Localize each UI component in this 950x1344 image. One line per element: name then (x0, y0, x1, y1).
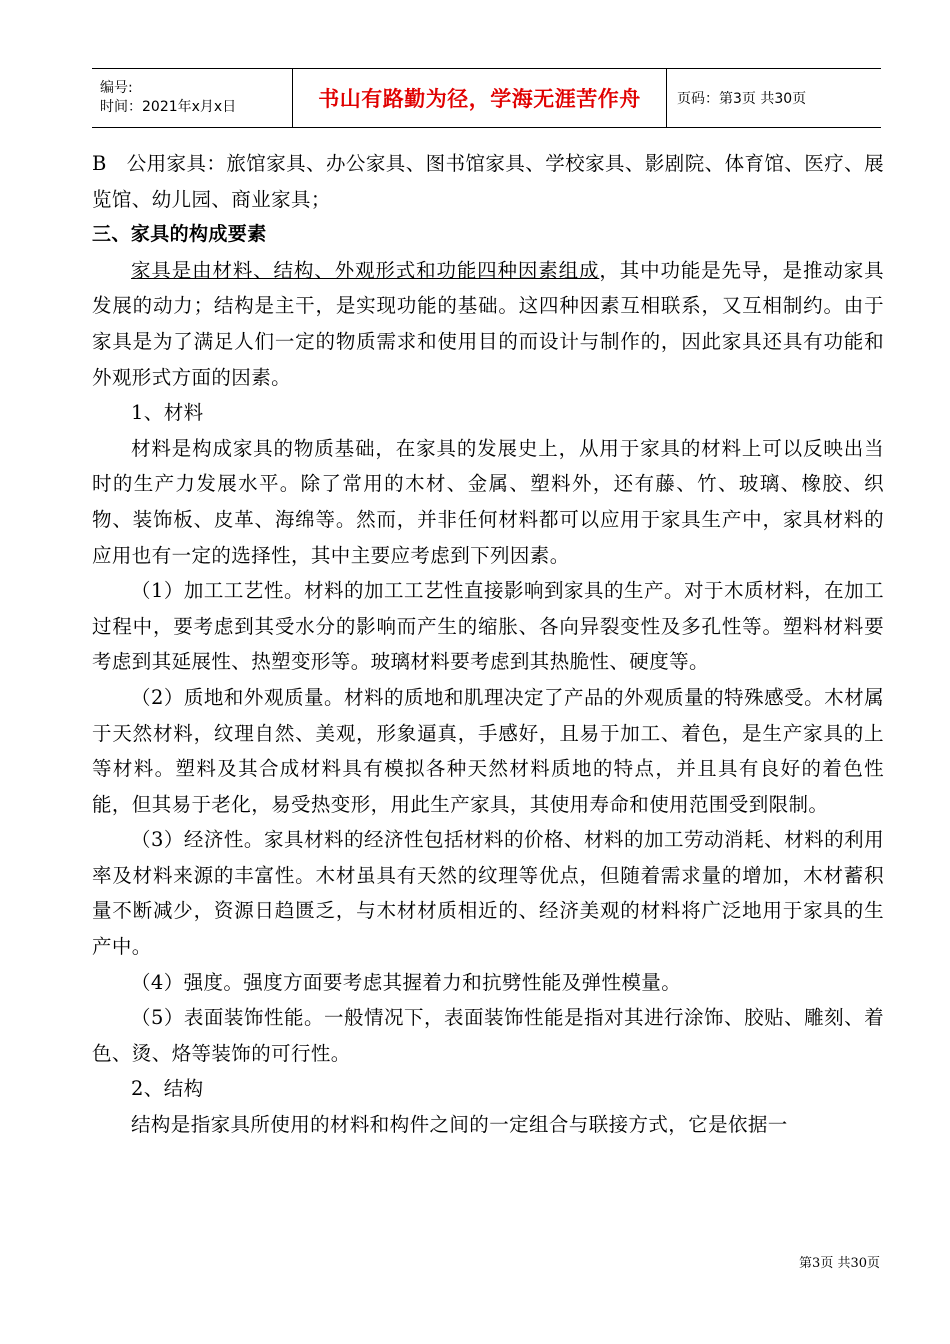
document-body (92, 146, 884, 1143)
subheading-materials: 1、材料 (131, 401, 204, 425)
paragraph-texture: （2）质地和外观质量。材料的质地和肌理决定了产品的外观质量的特殊感受。木材属于天然材料，纹理自然、美观，形象逼真，手感好，且易于加工、着色，是生产家具的上等材料。塑料及其合成材料具有模拟各种天然材料质地的特点，并且具有良好的着色性能，但其易于老化，易受热变形，用此生产家具，其使用寿命和使用范围受到限制。 (92, 685, 884, 816)
header-motto: 书山有路勤为径，学海无涯苦作舟 (318, 86, 641, 111)
paragraph-processing: （1）加工工艺性。材料的加工工艺性直接影响到家具的生产。对于木质材料，在加工过程中，要考虑到其受水分的影响而产生的缩胀、各向异裂变性及多孔性等。塑料材料要考虑到其延展性、热塑变形等。玻璃材料要考虑到其热脆性、硬度等。 (92, 579, 884, 674)
doc-number-label: 编号: (100, 80, 133, 96)
paragraph-strength: （4）强度。强度方面要考虑其握着力和抗劈性能及弹性模量。 (131, 970, 682, 994)
paragraph-surface: （5）表面装饰性能。一般情况下，表面装饰性能是指对其进行涂饰、胶贴、雕刻、着色、烫、烙等装饰的可行性。 (92, 1006, 884, 1065)
header-page-info: 页码：第3页 共30页 (677, 91, 807, 107)
doc-time: 时间：2021年x月x日 (100, 99, 237, 115)
paragraph-economy: （3）经济性。家具材料的经济性包括材料的价格、材料的加工劳动消耗、材料的利用率及材料来源的丰富性。木材虽具有天然的纹理等优点，但随着需求量的增加，木材蓄积量不断减少，资源日趋匮乏，与木材材质相近的、经济美观的材料将广泛地用于家具的生产中。 (92, 828, 884, 959)
page-footer (0, 1252, 880, 1271)
subheading-structure: 2、结构 (131, 1077, 204, 1101)
paragraph-elements-rest: ，其中功能是先导，是推动家具发展的动力；结构是主干，是实现功能的基础。这四种因素互相联系，又互相制约。由于家具是为了满足人们一定的物质需求和使用目的而设计与制作的，因此家具还具有功能和外观形式方面的因素。 (92, 258, 885, 389)
page-header (92, 68, 881, 128)
footer-page-number: 第3页 共30页 (799, 1256, 880, 1271)
underlined-phrase: 家具是由材料、结构、外观形式和功能四种因素组成 (131, 258, 600, 282)
paragraph-elements (92, 253, 884, 395)
section-heading: 三、家具的构成要素 (92, 223, 267, 246)
paragraph-materials: 材料是构成家具的物质基础，在家具的发展史上，从用于家具的材料上可以反映出当时的生产力发展水平。除了常用的木材、金属、塑料外，还有藤、竹、玻璃、橡胶、织物、装饰板、皮革、海绵等。然而，并非任何材料都可以应用于家具生产中，家具材料的应用也有一定的选择性，其中主要应考虑到下列因素。 (92, 436, 884, 567)
paragraph-structure: 结构是指家具所使用的材料和构件之间的一定组合与联接方式，它是依据一 (131, 1113, 788, 1137)
header-meta (92, 69, 293, 127)
paragraph-public-furniture: B 公用家具：旅馆家具、办公家具、图书馆家具、学校家具、影剧院、体育馆、医疗、展览馆、幼儿园、商业家具； (92, 152, 884, 211)
header-page-cell (667, 69, 881, 127)
header-motto-cell (293, 69, 667, 127)
